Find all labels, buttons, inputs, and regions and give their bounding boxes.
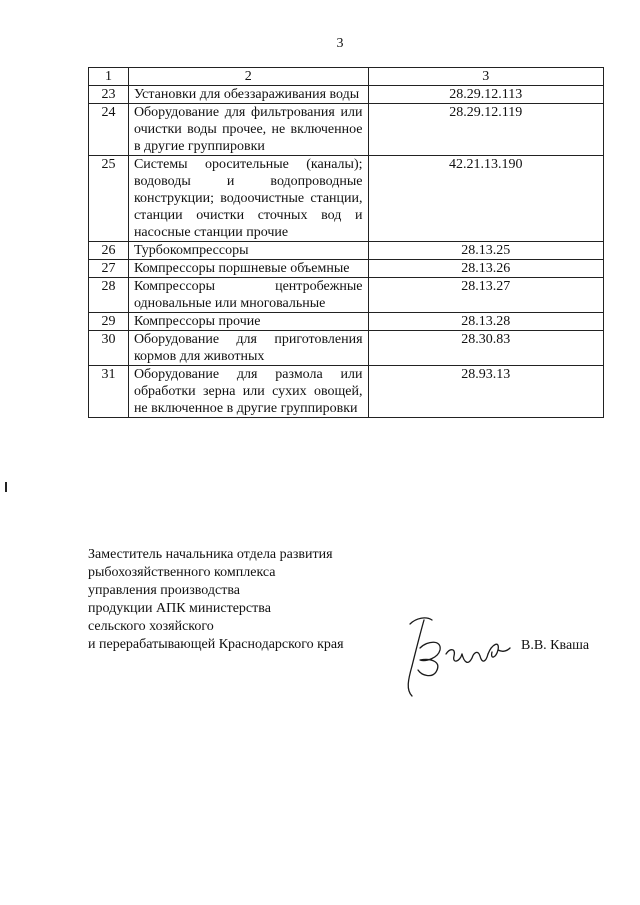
row-name: Компрессоры центробежные одновальные или многовальные xyxy=(128,278,368,313)
column-header: 2 xyxy=(128,68,368,86)
column-header: 3 xyxy=(368,68,603,86)
row-code: 28.13.27 xyxy=(368,278,603,313)
row-name: Компрессоры прочие xyxy=(128,313,368,331)
row-number: 30 xyxy=(89,331,129,366)
row-number: 23 xyxy=(89,86,129,104)
row-number: 28 xyxy=(89,278,129,313)
table-row xyxy=(89,313,604,331)
row-name: Установки для обеззараживания воды xyxy=(128,86,368,104)
table-row xyxy=(89,278,604,313)
row-code: 28.13.28 xyxy=(368,313,603,331)
table-row xyxy=(89,104,604,156)
row-number: 27 xyxy=(89,260,129,278)
column-header: 1 xyxy=(89,68,129,86)
row-number: 24 xyxy=(89,104,129,156)
row-code: 28.29.12.113 xyxy=(368,86,603,104)
row-name: Турбокомпрессоры xyxy=(128,242,368,260)
scan-margin-mark xyxy=(5,482,7,492)
table-row xyxy=(89,260,604,278)
signer-name: В.В. Кваша xyxy=(521,638,590,653)
signatory-line: управления производства xyxy=(88,583,240,598)
table-row xyxy=(89,86,604,104)
handwritten-signature xyxy=(402,610,514,700)
row-code: 28.93.13 xyxy=(368,366,603,418)
row-code: 28.29.12.119 xyxy=(368,104,603,156)
equipment-table xyxy=(88,67,604,418)
signatory-line: продукции АПК министерства xyxy=(88,601,271,616)
row-code: 28.13.25 xyxy=(368,242,603,260)
table-header-row xyxy=(89,68,604,86)
row-name: Оборудование для фильтрования или очистки воды прочее, не включенное в другие группировки xyxy=(128,104,368,156)
row-number: 31 xyxy=(89,366,129,418)
table-row xyxy=(89,156,604,242)
table-row xyxy=(89,242,604,260)
row-number: 29 xyxy=(89,313,129,331)
row-name: Системы оросительные (каналы); водоводы и водопроводные конструкции; водоочистные станции, станции очистки сточных вод и насосные станции прочие xyxy=(128,156,368,242)
row-name: Оборудование для приготовления кормов для животных xyxy=(128,331,368,366)
row-name: Компрессоры поршневые объемные xyxy=(128,260,368,278)
signatory-line: сельского хозяйского xyxy=(88,619,214,634)
signatory-line: рыбохозяйственного комплекса xyxy=(88,565,276,580)
row-name: Оборудование для размола или обработки зерна или сухих овощей, не включенное в другие группировки xyxy=(128,366,368,418)
row-code: 28.13.26 xyxy=(368,260,603,278)
row-code: 42.21.13.190 xyxy=(368,156,603,242)
row-number: 26 xyxy=(89,242,129,260)
signatory-title xyxy=(88,546,388,654)
row-number: 25 xyxy=(89,156,129,242)
table-row xyxy=(89,331,604,366)
row-code: 28.30.83 xyxy=(368,331,603,366)
page-number: 3 xyxy=(336,36,344,51)
signatory-line: и перерабатывающей Краснодарского края xyxy=(88,637,344,652)
signatory-line: Заместитель начальника отдела развития xyxy=(88,547,333,562)
table-row xyxy=(89,366,604,418)
